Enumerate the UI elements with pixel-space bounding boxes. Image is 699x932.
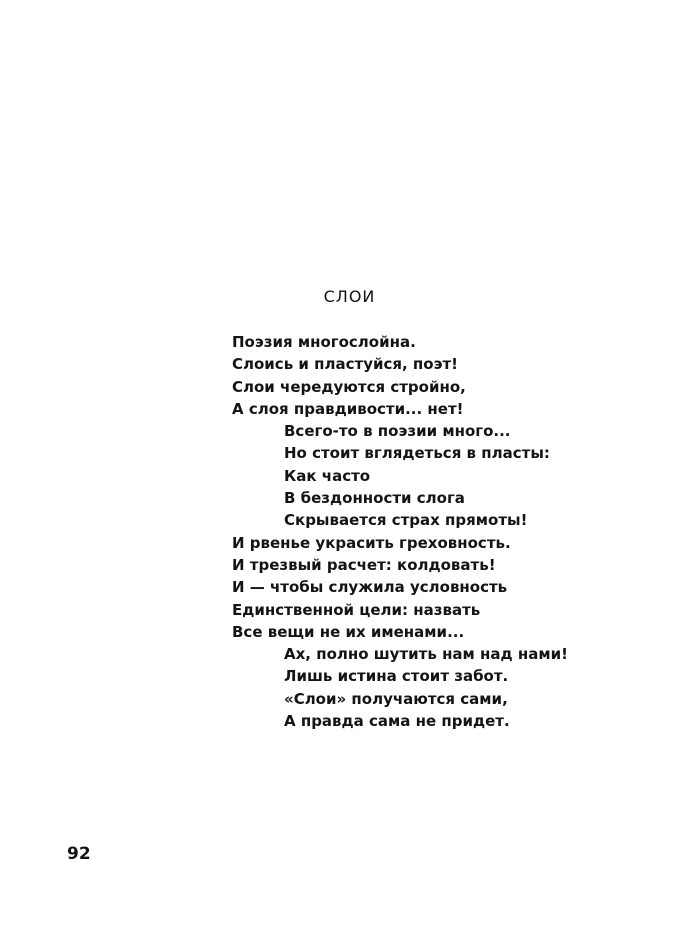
poem-line: Лишь истина стоит забот.: [284, 667, 509, 686]
poem-body: [232, 331, 672, 732]
poem-line: Скрывается страх прямоты!: [284, 511, 528, 530]
poem-title: СЛОИ: [323, 287, 376, 306]
poem-line: Как часто: [284, 466, 371, 485]
poem-line: И — чтобы служила условность: [232, 578, 508, 597]
poem-line: Слои чередуются стройно,: [232, 377, 466, 396]
poem-line: Единственной цели: назвать: [232, 600, 481, 619]
poem-line: А правда сама не придет.: [284, 712, 510, 731]
poem-line: В бездонности слога: [284, 489, 465, 508]
poem-line: Поэзия многослойна.: [232, 333, 416, 351]
page-number: 92: [67, 844, 91, 864]
poem-line: «Слои» получаются сами,: [284, 689, 508, 708]
poem-line: Слоись и пластуйся, поэт!: [232, 355, 459, 374]
poem-line: Но стоит вглядеться в пласты:: [284, 444, 550, 463]
poem-line: А слоя правдивости... нет!: [232, 399, 464, 418]
poem-line: И рвенье украсить греховность.: [232, 533, 511, 552]
poem-line: Все вещи не их именами...: [232, 622, 465, 641]
poem-line: И трезвый расчет: колдовать!: [232, 555, 496, 574]
poem-line: Всего-то в поэзии много...: [284, 422, 511, 441]
poem-line: Ах, полно шутить нам над нами!: [284, 645, 568, 664]
